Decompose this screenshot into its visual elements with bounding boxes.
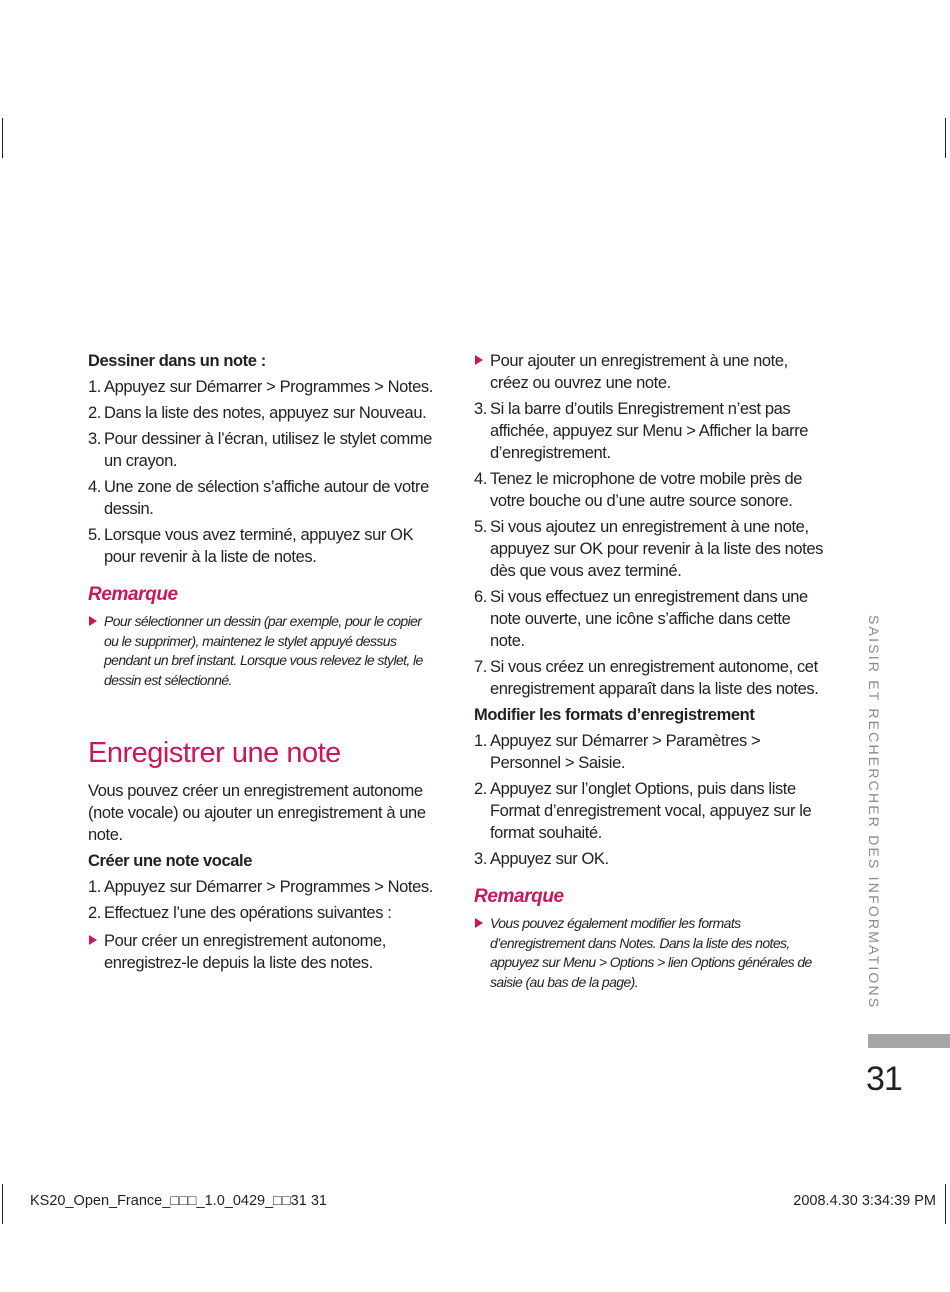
crop-mark-bottom-left: [2, 1184, 3, 1224]
intro-paragraph: Vous pouvez créer un enregistrement autonome (note vocale) ou ajouter un enregistrement à une note.: [88, 782, 426, 844]
list-item: 4. Tenez le microphone de votre mobile près de votre bouche ou d’une autre source sonore.: [474, 470, 803, 510]
crop-mark-top-left: [2, 118, 3, 158]
list-item: 2. Dans la liste des notes, appuyez sur Nouveau.: [88, 404, 427, 422]
list-item: 5. Si vous ajoutez un enregistrement à une note, appuyez sur OK pour revenir à la liste des notes dès que vous avez terminé.: [474, 518, 823, 580]
left-column: [88, 350, 438, 978]
list-item: 6. Si vous effectuez un enregistrement dans une note ouverte, une icône s’affiche dans cette note.: [474, 588, 808, 650]
steps-list-enregistrement: [474, 398, 826, 700]
list-item: 1. Appuyez sur Démarrer > Programmes > Notes.: [88, 878, 433, 896]
bullet-item: Pour ajouter un enregistrement à une note, créez ou ouvrez une note.: [474, 350, 826, 394]
page-title: Enregistrer une note: [88, 737, 341, 769]
list-item: 1. Appuyez sur Démarrer > Programmes > Notes.: [88, 378, 433, 396]
footer-filename: KS20_Open_France_□□□_1.0_0429_□□31 31: [30, 1193, 327, 1209]
list-item: 3. Appuyez sur OK.: [474, 850, 609, 868]
crop-mark-bottom-right: [945, 1184, 946, 1224]
remarque-title: Remarque: [474, 886, 564, 907]
triangle-bullet-icon: [89, 616, 97, 626]
list-item: 1. Appuyez sur Démarrer > Paramètres > Personnel > Saisie.: [474, 732, 761, 772]
list-item: 2. Effectuez l’une des opérations suivantes :: [88, 904, 392, 922]
list-item: 7. Si vous créez un enregistrement autonome, cet enregistrement apparaît dans la liste des notes.: [474, 658, 819, 698]
list-item: 2. Appuyez sur l’onglet Options, puis dans liste Format d’enregistrement vocal, appuyez sur le format souhaité.: [474, 780, 812, 842]
remarque-title: Remarque: [88, 584, 178, 605]
bullet-item: Pour créer un enregistrement autonome, enregistrez-le depuis la liste des notes.: [88, 930, 438, 974]
triangle-bullet-icon: [89, 935, 97, 945]
list-item: 3. Pour dessiner à l’écran, utilisez le stylet comme un crayon.: [88, 430, 432, 470]
section-heading-dessiner: Dessiner dans un note :: [88, 352, 266, 370]
remarque-note: Vous pouvez également modifier les formats d’enregistrement dans Notes. Dans la liste des notes, appuyez sur Menu > Options > lien Options générales de saisie (au bas de la page).: [474, 914, 826, 992]
steps-list-dessiner: [88, 376, 438, 568]
footer-timestamp: 2008.4.30 3:34:39 PM: [793, 1193, 936, 1209]
triangle-bullet-icon: [475, 918, 483, 928]
side-section-label: SAISIR ET RECHERCHER DES INFORMATIONS: [866, 615, 882, 1010]
right-column: [474, 350, 826, 996]
triangle-bullet-icon: [475, 355, 483, 365]
section-heading-formats: Modifier les formats d’enregistrement: [474, 706, 755, 724]
steps-list-note-vocale: [88, 876, 438, 924]
list-item: 3. Si la barre d’outils Enregistrement n’est pas affichée, appuyez sur Menu > Afficher la barre d’enregistrement.: [474, 400, 809, 462]
page-number: 31: [866, 1060, 902, 1098]
section-heading-note-vocale: Créer une note vocale: [88, 852, 252, 870]
steps-list-formats: [474, 730, 826, 870]
list-item: 5. Lorsque vous avez terminé, appuyez sur OK pour revenir à la liste de notes.: [88, 526, 414, 566]
list-item: 4. Une zone de sélection s’affiche autour de votre dessin.: [88, 478, 429, 518]
crop-mark-top-right: [945, 118, 946, 158]
remarque-note: Pour sélectionner un dessin (par exemple, pour le copier ou le supprimer), maintenez le stylet appuyé dessus pendant un bref instant. Lorsque vous relevez le stylet, le dessin est sélectionné.: [88, 612, 438, 690]
side-gray-bar: [868, 1034, 950, 1048]
